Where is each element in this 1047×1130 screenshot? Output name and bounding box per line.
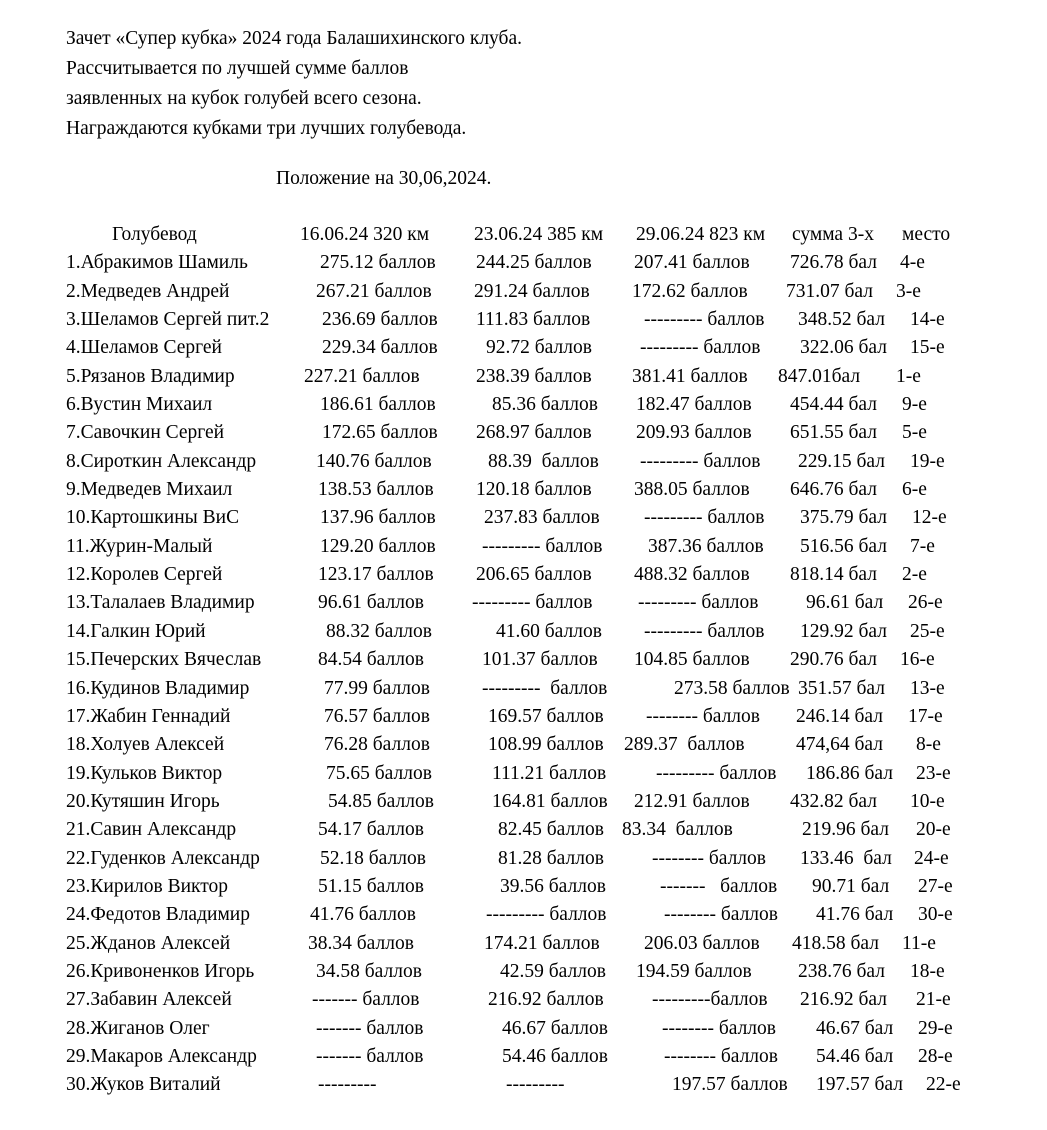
results-table [0, 224, 1047, 1103]
race3-score: ---------баллов [652, 989, 768, 1011]
pigeon-breeder-name: 9.Медведев Михаил [66, 479, 233, 501]
race1-score: 137.96 баллов [320, 507, 436, 529]
position-date: Положение на 30,06,2024. [276, 168, 492, 189]
race2-score: 111.83 баллов [476, 309, 591, 331]
place: 22-е [926, 1074, 961, 1096]
race2-score: 101.37 баллов [482, 649, 598, 671]
race3-score: --------- баллов [656, 762, 777, 784]
place: 19-е [910, 450, 945, 472]
total-score: 646.76 бал [790, 479, 877, 501]
total-score: 197.57 бал [816, 1074, 903, 1096]
race2-score: 206.65 баллов [476, 564, 592, 586]
race1-score: 52.18 баллов [320, 847, 426, 869]
place: 28-е [918, 1045, 953, 1067]
race2-score: 108.99 баллов [488, 734, 604, 756]
place: 8-е [916, 734, 941, 756]
race2-score: --------- баллов [472, 592, 593, 614]
place: 5-е [902, 422, 927, 444]
race1-score: 267.21 баллов [316, 280, 432, 302]
race2-score: --------- баллов [482, 535, 603, 557]
table-row [0, 904, 1047, 932]
total-score: 454.44 бал [790, 394, 877, 416]
total-score: 516.56 бал [800, 535, 887, 557]
pigeon-breeder-name: 29.Макаров Александр [66, 1045, 257, 1067]
race3-score: 172.62 баллов [632, 280, 748, 302]
race1-score: --------- [318, 1074, 377, 1096]
total-score: 186.86 бал [806, 762, 893, 784]
race1-score: ------- баллов [312, 989, 420, 1011]
race1-score: 76.28 баллов [324, 734, 430, 756]
race2-score: 164.81 баллов [492, 790, 608, 812]
table-row [0, 394, 1047, 422]
race3-score: -------- баллов [652, 847, 766, 869]
race2-score: 244.25 баллов [476, 252, 592, 274]
table-row [0, 678, 1047, 706]
race2-score: 81.28 баллов [498, 847, 604, 869]
race2-score: 41.60 баллов [496, 620, 602, 642]
place: 24-е [914, 847, 949, 869]
place: 15-е [910, 337, 945, 359]
pigeon-breeder-name: 20.Кутяшин Игорь [66, 790, 220, 812]
header-sum: сумма 3-х [792, 224, 874, 245]
race3-score: 273.58 баллов [674, 677, 790, 699]
total-score: 229.15 бал [798, 450, 885, 472]
total-score: 322.06 бал [800, 337, 887, 359]
race3-score: 83.34 баллов [622, 819, 733, 841]
race3-score: -------- баллов [662, 1017, 776, 1039]
total-score: 54.46 бал [816, 1045, 894, 1067]
header-name: Голубевод [112, 224, 197, 245]
table-row [0, 961, 1047, 989]
race3-score: --------- баллов [640, 337, 761, 359]
race1-score: 54.17 баллов [318, 819, 424, 841]
race3-score: 381.41 баллов [632, 365, 748, 387]
race2-score: --------- баллов [482, 677, 608, 699]
pigeon-breeder-name: 2.Медведев Андрей [66, 280, 230, 302]
total-score: 474,64 бал [796, 734, 883, 756]
race2-score: 120.18 баллов [476, 479, 592, 501]
total-score: 847.01бал [778, 365, 861, 387]
table-row [0, 366, 1047, 394]
pigeon-breeder-name: 30.Жуков Виталий [66, 1074, 221, 1096]
place: 20-е [916, 819, 951, 841]
pigeon-breeder-name: 23.Кирилов Виктор [66, 875, 228, 897]
race1-score: 96.61 баллов [318, 592, 424, 614]
pigeon-breeder-name: 13.Талалаев Владимир [66, 592, 255, 614]
pigeon-breeder-name: 19.Кульков Виктор [66, 762, 223, 784]
place: 2-е [902, 564, 927, 586]
total-score: 246.14 бал [796, 705, 883, 727]
place: 13-е [910, 677, 945, 699]
race1-score: 41.76 баллов [310, 904, 416, 926]
race1-score: 51.15 баллов [318, 875, 424, 897]
race1-score: 54.85 баллов [328, 790, 434, 812]
race3-score: 387.36 баллов [648, 535, 764, 557]
table-row [0, 876, 1047, 904]
race1-score: 129.20 баллов [320, 535, 436, 557]
intro-line: Награждаются кубками три лучших голубевода. [66, 118, 467, 139]
table-row [0, 309, 1047, 337]
pigeon-breeder-name: 16.Кудинов Владимир [66, 677, 250, 699]
total-score: 731.07 бал [786, 280, 873, 302]
race3-score: 207.41 баллов [634, 252, 750, 274]
intro-text [66, 24, 522, 144]
table-row [0, 621, 1047, 649]
pigeon-breeder-name: 8.Сироткин Александр [66, 450, 257, 472]
total-score: 818.14 бал [790, 564, 877, 586]
race3-score: 209.93 баллов [636, 422, 752, 444]
place: 25-е [910, 620, 945, 642]
race1-score: 38.34 баллов [308, 932, 414, 954]
pigeon-breeder-name: 11.Журин-Малый [66, 535, 213, 557]
race3-score: ------- баллов [660, 875, 778, 897]
race2-score: --------- [506, 1074, 565, 1096]
total-score: 726.78 бал [790, 252, 877, 274]
intro-line: Рассчитывается по лучшей сумме баллов [66, 58, 409, 79]
table-row [0, 1018, 1047, 1046]
race3-score: --------- баллов [644, 620, 765, 642]
pigeon-breeder-name: 10.Картошкины ВиС [66, 507, 240, 529]
table-row [0, 281, 1047, 309]
race3-score: -------- баллов [664, 904, 778, 926]
header-race3: 29.06.24 823 км [636, 224, 766, 245]
race2-score: 39.56 баллов [500, 875, 606, 897]
race3-score: 182.47 баллов [636, 394, 752, 416]
pigeon-breeder-name: 21.Савин Александр [66, 819, 237, 841]
race2-score: 54.46 баллов [502, 1045, 608, 1067]
total-score: 290.76 бал [790, 649, 877, 671]
race3-score: --------- баллов [638, 592, 759, 614]
table-header [0, 224, 1047, 252]
table-row [0, 1046, 1047, 1074]
place: 10-е [910, 790, 945, 812]
place: 9-е [902, 394, 927, 416]
race3-score: --------- баллов [644, 507, 765, 529]
total-score: 375.79 бал [800, 507, 887, 529]
place: 17-е [908, 705, 943, 727]
total-score: 651.55 бал [790, 422, 877, 444]
place: 16-е [900, 649, 935, 671]
race1-score: 77.99 баллов [324, 677, 430, 699]
race3-score: 206.03 баллов [644, 932, 760, 954]
header-race1: 16.06.24 320 км [300, 224, 430, 245]
table-row [0, 763, 1047, 791]
pigeon-breeder-name: 14.Галкин Юрий [66, 620, 206, 642]
race3-score: -------- баллов [646, 705, 760, 727]
race1-score: 186.61 баллов [320, 394, 436, 416]
race2-score: 88.39 баллов [488, 450, 599, 472]
race1-score: 75.65 баллов [326, 762, 432, 784]
table-row [0, 706, 1047, 734]
total-score: 46.67 бал [816, 1017, 894, 1039]
table-row [0, 791, 1047, 819]
race2-score: 237.83 баллов [484, 507, 600, 529]
race1-score: 76.57 баллов [324, 705, 430, 727]
race3-score: --------- баллов [644, 309, 765, 331]
place: 14-е [910, 309, 945, 331]
race2-score: --------- баллов [486, 904, 607, 926]
race1-score: 123.17 баллов [318, 564, 434, 586]
place: 27-е [918, 875, 953, 897]
header-place: место [902, 224, 951, 245]
race2-score: 46.67 баллов [502, 1017, 608, 1039]
race3-score: 488.32 баллов [634, 564, 750, 586]
table-row [0, 451, 1047, 479]
race2-score: 85.36 баллов [492, 394, 598, 416]
pigeon-breeder-name: 12.Королев Сергей [66, 564, 223, 586]
table-row [0, 848, 1047, 876]
place: 26-е [908, 592, 943, 614]
race3-score: --------- баллов [640, 450, 761, 472]
race1-score: 275.12 баллов [320, 252, 436, 274]
table-row [0, 933, 1047, 961]
race3-score: 104.85 баллов [634, 649, 750, 671]
race1-score: 84.54 баллов [318, 649, 424, 671]
race2-score: 291.24 баллов [474, 280, 590, 302]
total-score: 96.61 бал [806, 592, 884, 614]
header-race2: 23.06.24 385 км [474, 224, 604, 245]
total-score: 219.96 бал [802, 819, 889, 841]
table-row [0, 252, 1047, 280]
race2-score: 174.21 баллов [484, 932, 600, 954]
race2-score: 42.59 баллов [500, 960, 606, 982]
total-score: 348.52 бал [798, 309, 885, 331]
pigeon-breeder-name: 15.Печерских Вячеслав [66, 649, 262, 671]
pigeon-breeder-name: 1.Абракимов Шамиль [66, 252, 248, 274]
race1-score: ------- баллов [316, 1045, 424, 1067]
pigeon-breeder-name: 5.Рязанов Владимир [66, 365, 235, 387]
place: 29-е [918, 1017, 953, 1039]
table-row [0, 989, 1047, 1017]
place: 7-е [910, 535, 935, 557]
table-row [0, 536, 1047, 564]
race1-score: 138.53 баллов [318, 479, 434, 501]
place: 1-е [896, 365, 921, 387]
pigeon-breeder-name: 7.Савочкин Сергей [66, 422, 225, 444]
pigeon-breeder-name: 22.Гуденков Александр [66, 847, 260, 869]
race2-score: 82.45 баллов [498, 819, 604, 841]
total-score: 90.71 бал [812, 875, 890, 897]
table-row [0, 1074, 1047, 1102]
place: 23-е [916, 762, 951, 784]
place: 30-е [918, 904, 953, 926]
table-row [0, 592, 1047, 620]
total-score: 129.92 бал [800, 620, 887, 642]
race1-score: 140.76 баллов [316, 450, 432, 472]
total-score: 216.92 бал [800, 989, 887, 1011]
total-score: 41.76 бал [816, 904, 894, 926]
race3-score: 212.91 баллов [634, 790, 750, 812]
race1-score: 227.21 баллов [304, 365, 420, 387]
race3-score: -------- баллов [664, 1045, 778, 1067]
pigeon-breeder-name: 18.Холуев Алексей [66, 734, 225, 756]
pigeon-breeder-name: 25.Жданов Алексей [66, 932, 231, 954]
pigeon-breeder-name: 6.Вустин Михаил [66, 394, 213, 416]
total-score: 238.76 бал [798, 960, 885, 982]
table-row [0, 819, 1047, 847]
race2-score: 238.39 баллов [476, 365, 592, 387]
race3-score: 388.05 баллов [634, 479, 750, 501]
pigeon-breeder-name: 3.Шеламов Сергей пит.2 [66, 309, 270, 331]
total-score: 351.57 бал [798, 677, 885, 699]
table-row [0, 734, 1047, 762]
race3-score: 197.57 баллов [672, 1074, 788, 1096]
race2-score: 111.21 баллов [492, 762, 607, 784]
table-row [0, 507, 1047, 535]
place: 21-е [916, 989, 951, 1011]
race1-score: 172.65 баллов [322, 422, 438, 444]
race2-score: 268.97 баллов [476, 422, 592, 444]
total-score: 133.46 бал [800, 847, 892, 869]
race2-score: 216.92 баллов [488, 989, 604, 1011]
place: 18-е [910, 960, 945, 982]
table-row [0, 479, 1047, 507]
pigeon-breeder-name: 27.Забавин Алексей [66, 989, 232, 1011]
table-row [0, 337, 1047, 365]
race1-score: 236.69 баллов [322, 309, 438, 331]
place: 4-е [900, 252, 925, 274]
pigeon-breeder-name: 24.Федотов Владимир [66, 904, 250, 926]
pigeon-breeder-name: 26.Кривоненков Игорь [66, 960, 255, 982]
table-row [0, 564, 1047, 592]
race1-score: 34.58 баллов [316, 960, 422, 982]
total-score: 432.82 бал [790, 790, 877, 812]
race2-score: 169.57 баллов [488, 705, 604, 727]
pigeon-breeder-name: 4.Шеламов Сергей [66, 337, 222, 359]
pigeon-breeder-name: 28.Жиганов Олег [66, 1017, 210, 1039]
place: 3-е [896, 280, 921, 302]
place: 12-е [912, 507, 947, 529]
table-row [0, 649, 1047, 677]
race1-score: 88.32 баллов [326, 620, 432, 642]
intro-line: заявленных на кубок голубей всего сезона. [66, 88, 422, 109]
race2-score: 92.72 баллов [486, 337, 592, 359]
table-row [0, 422, 1047, 450]
pigeon-breeder-name: 17.Жабин Геннадий [66, 705, 231, 727]
race3-score: 194.59 баллов [636, 960, 752, 982]
total-score: 418.58 бал [792, 932, 879, 954]
race3-score: 289.37 баллов [624, 734, 745, 756]
intro-line: Зачет «Супер кубка» 2024 года Балашихинского клуба. [66, 28, 522, 49]
race1-score: ------- баллов [316, 1017, 424, 1039]
place: 11-е [902, 932, 936, 954]
race1-score: 229.34 баллов [322, 337, 438, 359]
place: 6-е [902, 479, 927, 501]
